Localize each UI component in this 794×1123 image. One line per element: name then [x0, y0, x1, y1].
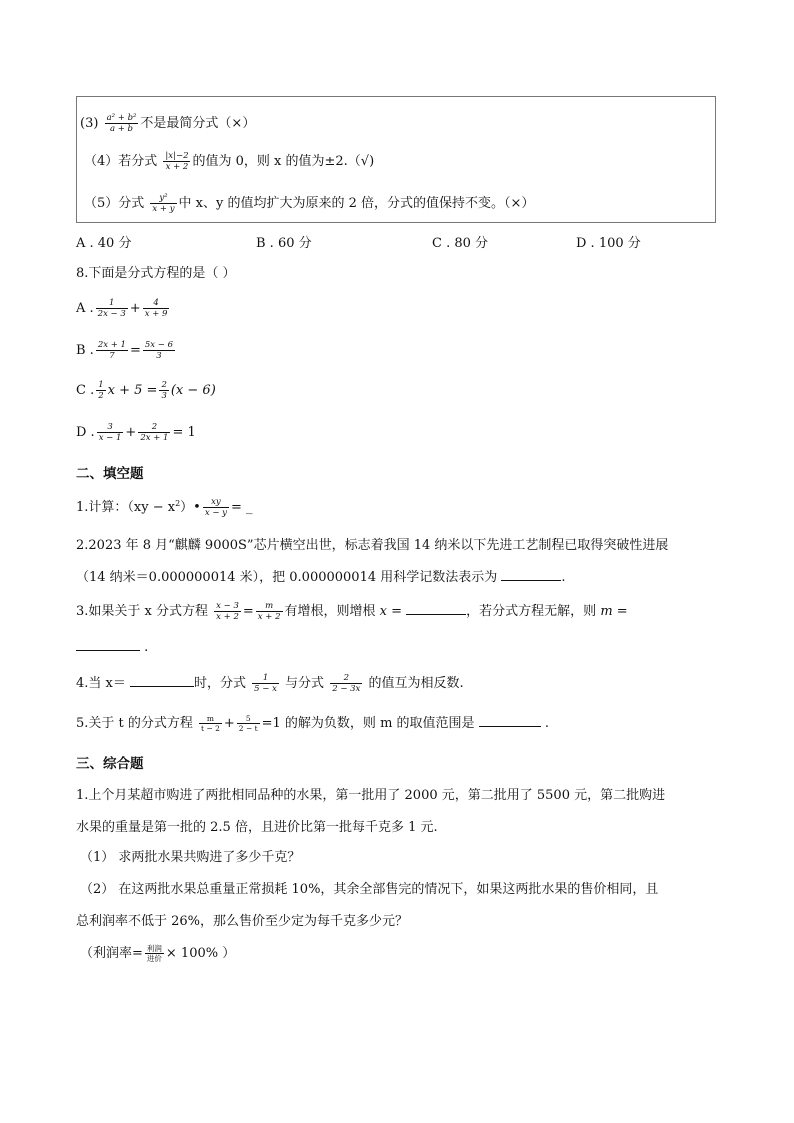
fill-q5: 5.关于 t 的分式方程 $\frac{m}{t - 2}$ + $\frac{5}{2 - t}$ =1 的解为负数，则 m 的取值范围是 . — [76, 714, 549, 733]
q7-option-b[interactable]: B . 60 分 — [256, 236, 312, 251]
q8-option-c[interactable]: C . $\frac{1}{2}$ x + 5 = $\frac{2}{3}$ (x − 6) — [76, 380, 216, 401]
fill-q4: 4.当 x＝ 时，分式 $\frac{1}{5 - x}$ 与分式 $\frac{2}{2 - 3x}$ 的值互为相反数. — [76, 673, 464, 694]
section-heading-fill-in: 二、填空题 — [76, 466, 144, 482]
problem-1-line1: 1.上个月某超市购进了两批相同品种的水果，第一批用了 2000 元，第二批用了 5500 元，第二批购进 — [76, 788, 666, 803]
fraction: $\frac{\text{y²}}{x + y}$ — [152, 193, 175, 214]
fill-q2-line1: 2.2023 年 8 月“麒麟 9000S”芯片横空出世，标志着我国 14 纳米以下先进工艺制程已取得突破性进展 — [76, 538, 669, 553]
fraction: $\frac{5x - 6}{3}$ — [144, 340, 174, 361]
problem-1-part1: （1） 求两批水果共购进了多少千克？ — [80, 850, 301, 865]
fill-q2-line2: （14 纳米＝0.000000014 米），把 0.000000014 用科学记数法表示为 . — [76, 570, 566, 585]
q8-option-d[interactable]: D . $\frac{3}{x - 1}$ + $\frac{2}{2x + 1}$ = 1 — [76, 422, 196, 443]
answer-blank[interactable] — [76, 638, 140, 651]
fraction: $\frac{\text{利润}}{\text{进价}}$ — [146, 944, 162, 963]
fraction: $\frac{xy}{x - y}$ — [204, 497, 227, 518]
q8-option-a[interactable]: A . $\frac{1}{2x - 3}$ + $\frac{4}{x + 9}$ — [76, 298, 168, 319]
fraction: $\frac{1}{2}$ — [98, 380, 104, 401]
fraction: $\frac{1}{2x - 3}$ — [97, 298, 126, 319]
fraction: $\frac{m}{t - 2}$ — [201, 714, 220, 733]
answer-blank[interactable] — [479, 714, 541, 727]
problem-1-line2: 水果的重量是第一批的 2.5 倍，且进价比第一批每千克多 1 元. — [76, 820, 438, 835]
q7-option-d[interactable]: D . 100 分 — [576, 236, 641, 251]
problem-1-part2-line2: 总利润率不低于 26%，那么售价至少定为每千克多少元？ — [76, 914, 409, 929]
fill-q3: 3.如果关于 x 分式方程 $\frac{x - 3}{x + 2}$ = $\frac{m}{x + 2}$ 有增根，则增根 x = ，若分式方程无解，则 m = — [76, 601, 628, 622]
q8-option-b[interactable]: B . $\frac{2x + 1}{7}$ = $\frac{5x - 6}{3}$ — [76, 340, 174, 361]
answer-blank[interactable] — [501, 568, 561, 581]
fraction: $\frac{5}{2 - t}$ — [238, 714, 258, 733]
q8-stem: 8.下面是分式方程的是（ ） — [76, 266, 236, 281]
answer-blank[interactable] — [406, 602, 466, 615]
q7-option-c[interactable]: C . 80 分 — [432, 236, 489, 251]
fraction: $\frac{1}{5 - x}$ — [254, 673, 277, 694]
q7-option-a[interactable]: A . 40 分 — [76, 236, 132, 251]
fraction: $\frac{3}{x - 1}$ — [98, 422, 122, 443]
fraction: $\frac{2}{3}$ — [161, 380, 167, 401]
fill-q3-line2: . — [76, 638, 148, 655]
fraction: $\frac{|x|-2}{x + 2}$ — [165, 151, 189, 172]
fraction: $\frac{x - 3}{x + 2}$ — [216, 601, 239, 622]
answer-blank[interactable] — [130, 674, 194, 687]
statement-5: （5）分式 $\frac{\text{y²}}{x + y}$ 中 x、y 的值均扩大为原来的 2 倍，分式的值保持不变。（×） — [84, 193, 535, 214]
profit-rate-note: （利润率= $\frac{\text{利润}}{\text{进价}}$ × 100% ） — [80, 944, 236, 963]
fraction: $\frac{2}{2 - 3x}$ — [332, 673, 361, 694]
fill-q1: 1.计算：$(xy - x^2)•$ $\frac{xy}{x - y}$ = _ — [76, 497, 253, 518]
fraction: $\frac{2x + 1}{7}$ — [97, 340, 126, 361]
statement-4: （4）若分式 $\frac{|x|-2}{x + 2}$ 的值为 0，则 x 的值为±2.（√) — [84, 151, 375, 172]
fraction: $\frac{m}{x + 2}$ — [257, 601, 281, 622]
problem-1-part2-line1: （2） 在这两批水果总重量正常损耗 10%，其余全部售完的情况下，如果这两批水果的售价相同，且 — [80, 882, 659, 897]
fraction: $\frac{4}{x + 9}$ — [144, 298, 168, 319]
fraction: $\frac{2}{2x + 1}$ — [140, 422, 169, 443]
section-heading-comprehensive: 三、综合题 — [76, 756, 144, 772]
statement-3: (3) $\frac{\text{a² + b²}}{a + b}$ 不是最简分式（×） — [80, 113, 256, 134]
fraction: $\frac{\text{a² + b²}}{a + b}$ — [106, 113, 137, 134]
